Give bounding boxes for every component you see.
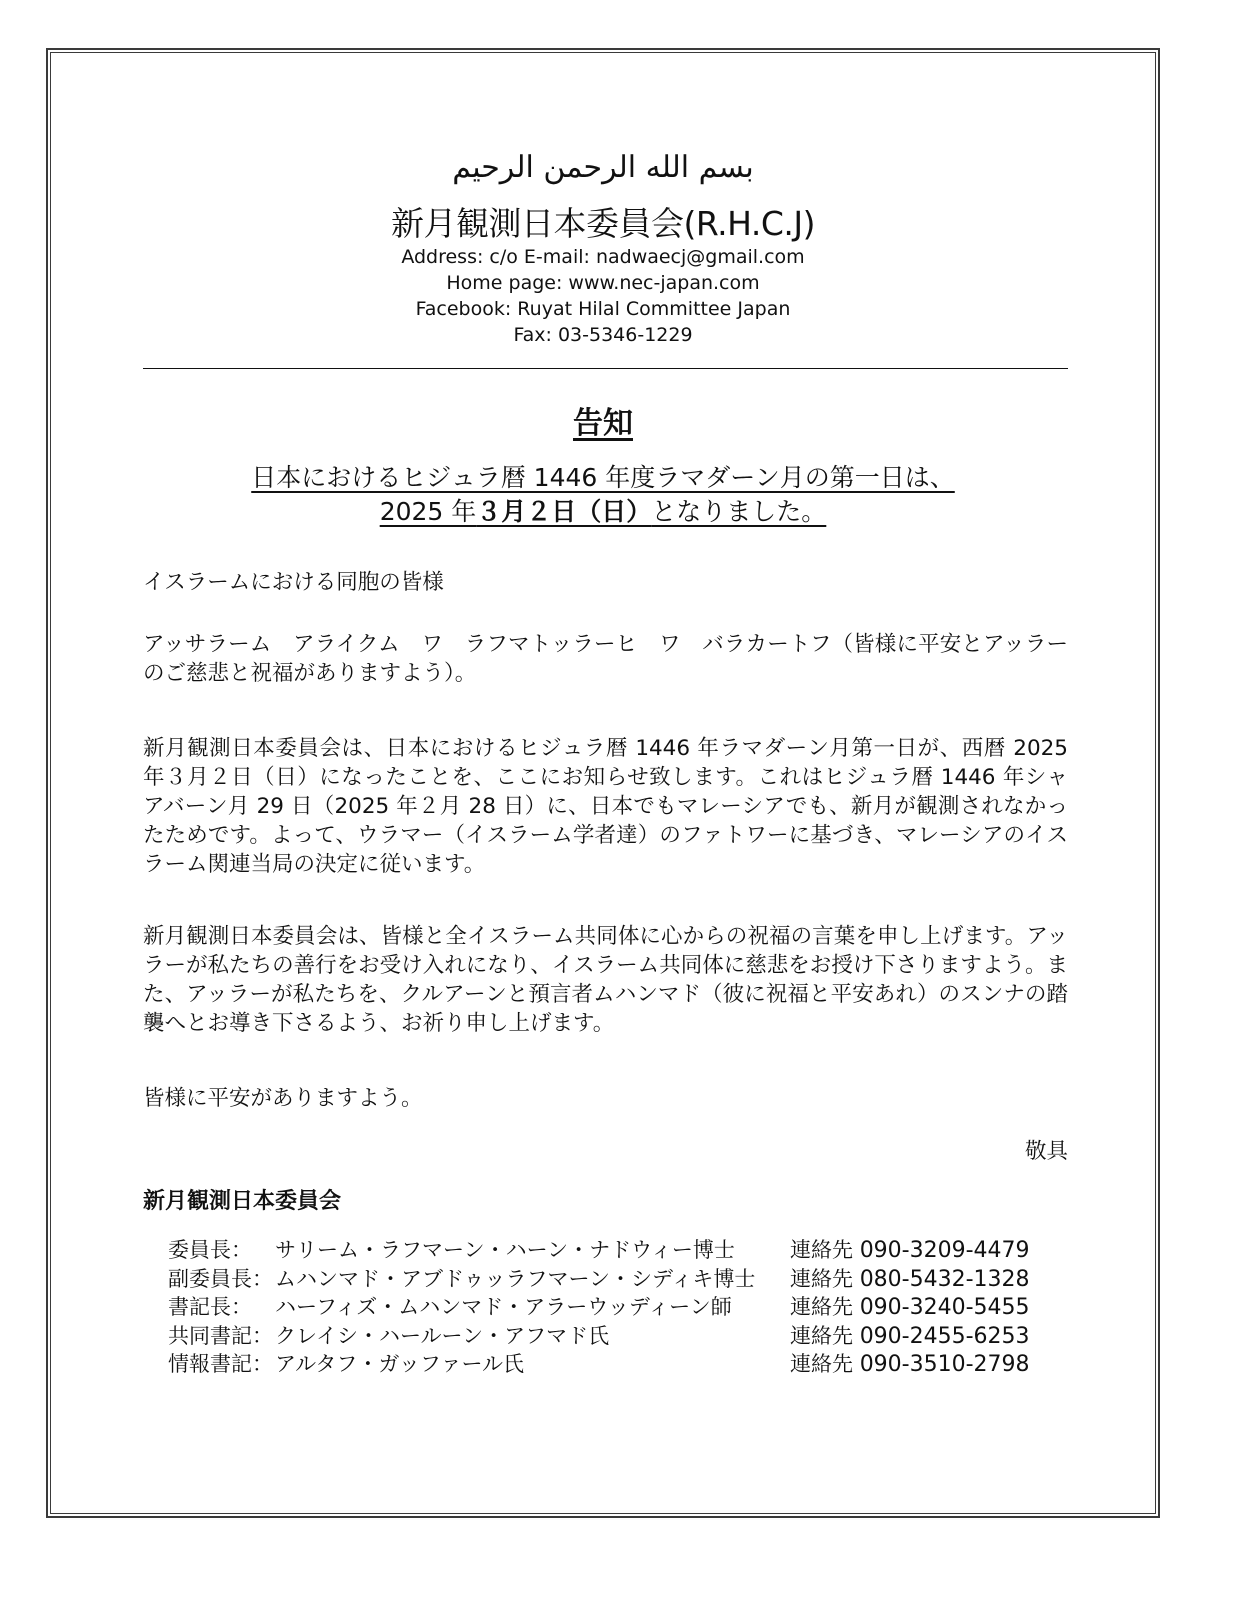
contact-label: 連絡先 (790, 1266, 853, 1291)
homepage-line: Home page: www.nec-japan.com (446, 272, 760, 294)
member-row (168, 1291, 1068, 1319)
member-role: 情報書記： (168, 1352, 273, 1376)
basmala-text: بسم الله الرحمن الرحيم (452, 150, 754, 185)
announcement-paragraph: 新月観測日本委員会は、日本におけるヒジュラ暦 1446 年ラマダーン月第一日が、西暦 2025 年３月２日（日）になったことを、ここにお知らせ致します。これはヒジュラ暦 1446 年シャアバーン月 29 日（2025 年２月 28 日）に、日本でもマレーシアでも、新月が観測されなかったためです。よって、ウラマー（イスラーム学者達）のファトワーに基づき、マレーシアのイスラーム関連当局の決定に従います。 (143, 736, 1068, 877)
blessing-paragraph: 新月観測日本委員会は、皆様と全イスラーム共同体に心からの祝福の言葉を申し上げます。アッラーが私たちの善行をお受け入れになり、イスラーム共同体に慈悲をお授け下さりますよう。また、アッラーが私たちを、クルアーンと預言者ムハンマド（彼に祝福と平安あれ）のスンナの踏襲へとお導き下さるよう、お祈り申し上げます。 (143, 924, 1068, 1036)
contact-label: 連絡先 (790, 1238, 853, 1262)
member-contact (790, 1348, 1030, 1378)
member-name: ハーフィズ・ムハンマド・アラーウッディーン師 (275, 1295, 732, 1319)
headline-suffix: となりました。 (651, 497, 827, 526)
contact-label: 連絡先 (790, 1352, 853, 1376)
salutation-paragraph: アッサラーム アライクム ワ ラフマトッラーヒ ワ バラカートフ（皆様に平安とアッラーのご慈悲と祝福がありますよう）。 (143, 632, 1068, 686)
organization-title: 新月観測日本委員会(R.H.C.J) (391, 204, 815, 243)
phone-number: 090-3240-5455 (859, 1295, 1030, 1320)
member-row (168, 1348, 1068, 1376)
headline-line-2 (46, 496, 1160, 528)
peace-line: 皆様に平安がありますよう。 (143, 1086, 423, 1111)
member-name: サリーム・ラフマーン・ハーン・ナドウィー博士 (275, 1238, 735, 1262)
contact-label: 連絡先 (790, 1295, 853, 1319)
headline-date: ３月２日（日） (476, 497, 652, 526)
member-contact (790, 1320, 1030, 1350)
greeting: イスラームにおける同胞の皆様 (143, 570, 444, 595)
notice-title: 告知 (573, 406, 633, 441)
header-divider (143, 368, 1068, 369)
member-role: 共同書記： (168, 1323, 273, 1348)
signature-committee: 新月観測日本委員会 (143, 1189, 342, 1214)
member-contact (790, 1234, 1030, 1264)
member-name: ムハンマド・アブドゥッラフマーン・シディキ博士 (275, 1266, 756, 1291)
address-line: Address: c/o E-mail: nadwaecj@gmail.com (401, 246, 805, 268)
closing-word: 敬具 (1024, 1139, 1068, 1164)
contact-label: 連絡先 (790, 1323, 853, 1348)
phone-number: 090-3209-4479 (859, 1238, 1030, 1263)
facebook-line: Facebook: Ruyat Hilal Committee Japan (415, 298, 791, 320)
phone-number: 080-5432-1328 (859, 1266, 1030, 1292)
member-row (168, 1234, 1068, 1262)
member-contact (790, 1263, 1030, 1293)
member-name: アルタフ・ガッファール氏 (275, 1352, 525, 1376)
phone-number: 090-2455-6253 (859, 1323, 1030, 1349)
fax-line: Fax: 03-5346-1229 (513, 324, 693, 346)
member-name: クレイシ・ハールーン・アフマド氏 (275, 1323, 610, 1348)
phone-number: 090-3510-2798 (859, 1352, 1030, 1377)
headline-year: 2025 年 (379, 497, 477, 526)
headline-line-1: 日本におけるヒジュラ暦 1446 年度ラマダーン月の第一日は、 (251, 463, 955, 492)
member-role: 書記長： (168, 1295, 252, 1319)
member-role: 副委員長： (168, 1266, 273, 1291)
member-row (168, 1320, 1068, 1348)
member-contact (790, 1291, 1030, 1321)
member-row (168, 1263, 1068, 1291)
member-role: 委員長： (168, 1238, 252, 1262)
